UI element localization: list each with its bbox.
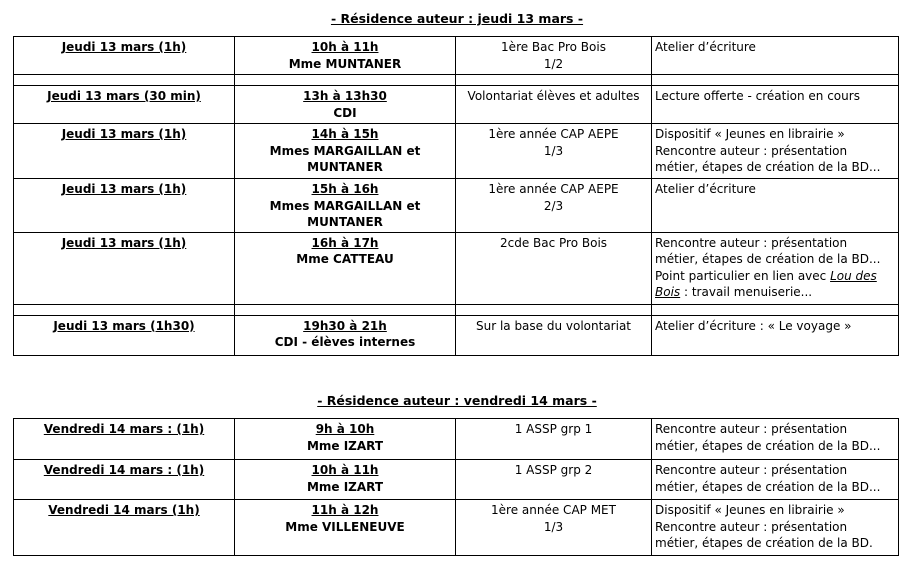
time-cell [235,86,456,124]
person-text: Mme MUNTANER [288,56,402,71]
activity-text [655,284,895,301]
date-cell [14,86,235,124]
class-group-text: 1/3 [543,143,564,158]
activity-cell [652,124,899,179]
activity-text: Atelier d’écriture [655,182,756,196]
person-text: Mme CATTEAU [296,252,394,266]
class-text: Volontariat élèves et adultes [467,89,640,103]
class-cell [456,500,652,556]
time-text: 11h à 12h [311,503,379,517]
activity-cell [652,86,899,124]
class-text: Sur la base du volontariat [475,318,632,333]
activity-cell [652,460,899,500]
table-row [14,232,899,304]
section-title-thursday: - Résidence auteur : jeudi 13 mars - [330,11,584,26]
activity-text: Rencontre auteur : présentation [655,463,848,477]
table-row [14,179,899,233]
class-cell [456,86,652,124]
class-cell [456,232,652,304]
class-text: 2cde Bac Pro Bois [499,235,608,250]
activity-cell [652,37,899,75]
activity-cell [652,179,899,233]
time-text: 9h à 10h [315,422,375,436]
time-text: 10h à 11h [311,40,379,54]
activity-text: métier, étapes de création de la BD... [655,252,881,266]
date-text: Jeudi 13 mars (1h) [61,182,187,196]
date-cell [14,179,235,233]
schedule-table-thursday [13,36,899,356]
date-cell [14,315,235,355]
class-cell [456,37,652,75]
date-cell [14,460,235,500]
date-cell [14,37,235,75]
date-text: Jeudi 13 mars (1h30) [53,318,195,333]
class-cell [456,315,652,355]
spacer-row [14,304,899,315]
person-text: Mme IZART [306,479,384,494]
date-text: Jeudi 13 mars (30 min) [47,89,201,103]
time-text: 16h à 17h [311,235,379,250]
date-cell [14,500,235,556]
class-cell [456,179,652,233]
activity-text: Rencontre auteur : présentation [655,143,848,158]
date-text: Vendredi 14 mars : (1h) [43,463,205,477]
person-text: Mmes MARGAILLAN et MUNTANER [269,198,421,229]
activity-text: Atelier d’écriture : « Le voyage » [655,318,852,333]
date-text: Vendredi 14 mars (1h) [48,503,200,517]
activity-text: Rencontre auteur : présentation [655,422,848,436]
date-cell [14,419,235,460]
book-title: Bois [655,285,681,299]
activity-cell [652,232,899,304]
activity-text: métier, étapes de création de la BD... [655,160,881,174]
class-group-text: 1/2 [543,56,564,71]
time-text: 10h à 11h [311,463,379,477]
person-text: Mme IZART [306,438,384,453]
time-cell [235,419,456,460]
date-text: Jeudi 13 mars (1h) [61,127,187,141]
table-row [14,315,899,355]
time-text: 19h30 à 21h [303,318,387,333]
class-text: 1ère année CAP MET [491,503,616,517]
activity-cell [652,419,899,460]
schedule-table-friday [13,418,899,556]
activity-fragment: : travail menuiserie... [680,285,813,299]
activity-cell [652,315,899,355]
time-text: 14h à 15h [311,127,379,141]
activity-text: Lecture offerte - création en cours [655,89,860,103]
person-text: Mme VILLENEUVE [285,519,405,534]
person-text: Mmes MARGAILLAN et MUNTANER [269,143,421,174]
date-cell [14,232,235,304]
time-text: 13h à 13h30 [303,89,387,103]
table-row [14,419,899,460]
table-row [14,37,899,75]
date-text: Vendredi 14 mars : (1h) [43,422,205,436]
time-cell [235,37,456,75]
class-text: 1ère Bac Pro Bois [501,40,606,54]
activity-text: métier, étapes de création de la BD... [655,479,881,494]
class-text: 1ère année CAP AEPE [488,182,619,196]
book-title: Lou des [830,268,877,283]
table-row [14,500,899,556]
person-text: CDI - élèves internes [274,335,416,349]
class-text: 1 ASSP grp 2 [514,463,593,477]
activity-text: métier, étapes de création de la BD... [655,438,881,453]
activity-text [655,268,895,285]
table-row [14,460,899,500]
time-cell [235,315,456,355]
class-cell [456,419,652,460]
time-cell [235,179,456,233]
time-cell [235,500,456,556]
date-text: Jeudi 13 mars (1h) [61,235,187,250]
activity-text: Dispositif « Jeunes en librairie » [655,503,845,517]
date-cell [14,124,235,179]
time-cell [235,232,456,304]
class-group-text: 2/3 [543,198,564,213]
activity-text: Rencontre auteur : présentation [655,519,848,534]
activity-text: Dispositif « Jeunes en librairie » [655,127,845,141]
table-row [14,86,899,124]
activity-cell [652,500,899,556]
spacer-row [14,75,899,86]
time-text: 15h à 16h [311,182,379,196]
activity-text: Rencontre auteur : présentation [655,235,848,250]
section-title-friday: - Résidence auteur : vendredi 14 mars - [317,393,597,408]
activity-text: Atelier d’écriture [655,40,756,54]
class-text: 1ère année CAP AEPE [488,127,619,141]
activity-text: métier, étapes de création de la BD. [655,536,873,550]
class-cell [456,460,652,500]
table-row [14,124,899,179]
time-cell [235,460,456,500]
date-text: Jeudi 13 mars (1h) [61,40,187,54]
class-text: 1 ASSP grp 1 [514,422,593,436]
class-cell [456,124,652,179]
class-group-text: 1/3 [543,519,564,534]
activity-fragment: Point particulier en lien avec [655,268,831,283]
time-cell [235,124,456,179]
person-text: CDI [333,105,357,120]
